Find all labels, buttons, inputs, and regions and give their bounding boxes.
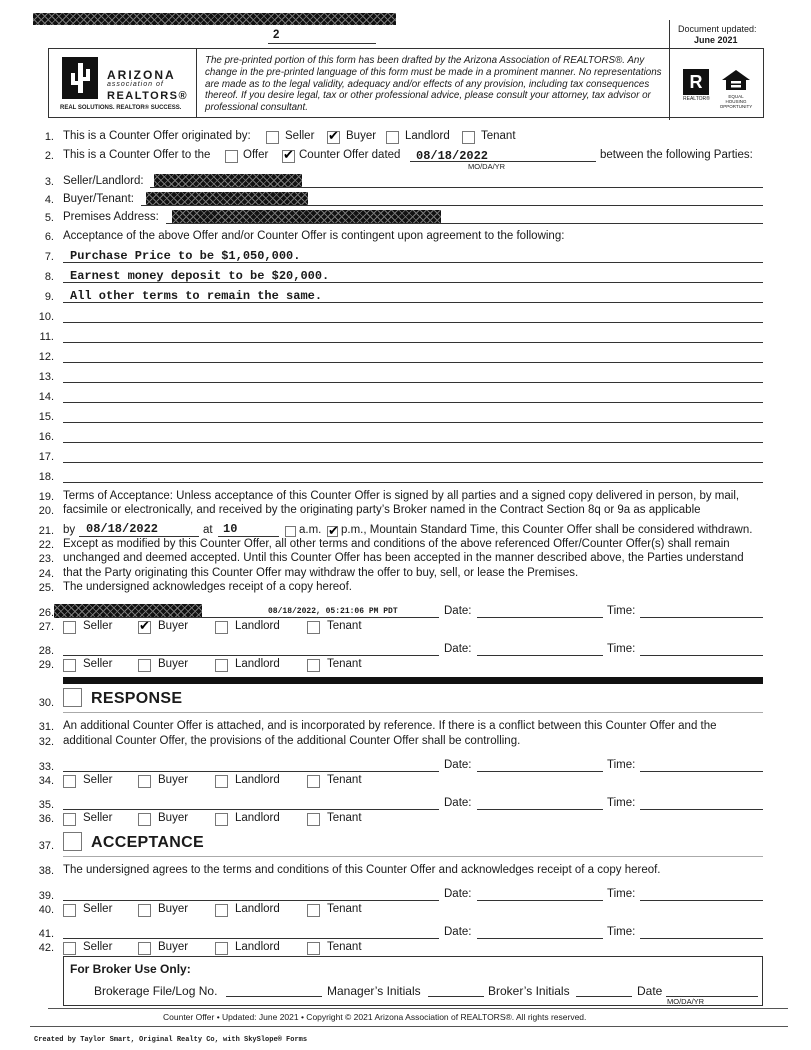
form-text: Buyer/Tenant:: [63, 193, 134, 205]
line-number: 36.: [38, 813, 54, 825]
line-number: 3.: [44, 176, 54, 188]
line-number: 32.: [38, 736, 54, 748]
logo-realtors: REALTORS®: [107, 90, 189, 102]
rule-line: [63, 712, 763, 713]
form-text: Date:: [444, 797, 472, 809]
sig2-landlord-checkbox[interactable]: [215, 659, 228, 672]
rule-line: [63, 938, 439, 939]
line-number: 11.: [39, 331, 54, 343]
line-number: 14.: [38, 391, 54, 403]
term-other[interactable]: All other terms to remain the same.: [70, 289, 323, 303]
rule-line: [218, 536, 279, 537]
line-number: 41.: [38, 928, 54, 940]
form-text: Seller: [83, 774, 113, 786]
line-number: 2.: [44, 150, 54, 162]
line-number: 24.: [38, 568, 54, 580]
form-text: This is a Counter Offer originated by:: [63, 130, 251, 142]
rule-line: [30, 1026, 788, 1027]
form-text: Buyer: [158, 812, 189, 824]
line-number: 19.: [38, 491, 54, 503]
form-text: The undersigned acknowledges receipt of a copy hereof.: [63, 581, 352, 593]
offer-checkbox[interactable]: [225, 150, 238, 163]
redacted-header: [33, 13, 396, 25]
rule-line: [63, 462, 763, 463]
form-text: Buyer: [158, 658, 189, 670]
role-buyer-checkbox[interactable]: [327, 131, 340, 144]
form-text: Brokerage File/Log No.: [94, 984, 218, 998]
form-text: Tenant: [327, 941, 362, 953]
sig2-buyer-checkbox[interactable]: [138, 659, 151, 672]
form-text: Landlord: [235, 903, 280, 915]
rule-line: [63, 342, 763, 343]
line-number: 33.: [38, 761, 54, 773]
rule-line: [640, 655, 763, 656]
acc2-seller-checkbox[interactable]: [63, 942, 76, 955]
rule-line: [63, 856, 763, 857]
form-text: Counter Offer dated: [299, 149, 401, 161]
rule-line: [63, 809, 439, 810]
term-earnest-money[interactable]: Earnest money deposit to be $20,000.: [70, 269, 330, 283]
rule-line: [640, 938, 763, 939]
rule-line: [63, 402, 763, 403]
form-text: Seller: [83, 812, 113, 824]
line-number: 9.: [44, 291, 54, 303]
rule-line: [63, 771, 439, 772]
doc-updated-label: Document updated:: [678, 24, 757, 34]
acc2-landlord-checkbox[interactable]: [215, 942, 228, 955]
seller-name-redacted: [154, 174, 302, 187]
resp2-tenant-checkbox[interactable]: [307, 813, 320, 826]
role-seller-checkbox[interactable]: [266, 131, 279, 144]
line-number: 20.: [38, 505, 54, 517]
form-text: Time:: [607, 759, 636, 771]
rule-line: [63, 655, 439, 656]
line-number: 15.: [38, 411, 54, 423]
form-text: Manager’s Initials: [327, 984, 421, 998]
form-text: Tenant: [327, 658, 362, 670]
line-number: 28.: [38, 645, 54, 657]
form-text: Landlord: [235, 658, 280, 670]
rule-line: [141, 205, 763, 206]
line-number: 39.: [38, 890, 54, 902]
form-text: Date:: [444, 643, 472, 655]
form-text: Landlord: [235, 620, 280, 632]
rule-line: [477, 809, 603, 810]
form-text: Broker’s Initials: [488, 984, 570, 998]
line-number: 30.: [38, 697, 54, 709]
rule-line: [79, 536, 199, 537]
rule-line: [640, 900, 763, 901]
form-text: at: [203, 524, 213, 536]
form-text: Time:: [607, 643, 636, 655]
acc2-tenant-checkbox[interactable]: [307, 942, 320, 955]
form-text: unchanged and deemed accepted. Until this Counter Offer has been accepted in the manner described above, the Parties understand: [63, 552, 744, 564]
rule-line: [63, 482, 763, 483]
line-number: 35.: [38, 799, 54, 811]
line-number: 42.: [38, 942, 54, 954]
rule-line: [63, 382, 763, 383]
rule-line: [640, 809, 763, 810]
rule-line: [477, 900, 603, 901]
form-text: between the following Parties:: [600, 149, 753, 161]
line-number: 23.: [38, 553, 54, 565]
form-text: MO/DA/YR: [667, 997, 705, 1006]
form-text: Time:: [607, 605, 636, 617]
form-text: by: [63, 524, 76, 536]
acceptance-checkbox[interactable]: [63, 832, 82, 851]
form-text: Seller: [285, 130, 315, 142]
form-text: Tenant: [327, 903, 362, 915]
line-number: 10.: [38, 311, 54, 323]
rule-line: [477, 655, 603, 656]
sig2-tenant-checkbox[interactable]: [307, 659, 320, 672]
buyer-name-redacted: [146, 192, 308, 205]
logo-state: ARIZONA: [107, 68, 176, 82]
resp2-landlord-checkbox[interactable]: [215, 813, 228, 826]
equal-housing-icon: [720, 69, 752, 91]
acceptance-title: ACCEPTANCE: [91, 834, 204, 851]
form-text: Seller: [83, 658, 113, 670]
form-text: An additional Counter Offer is attached, and is incorporated by reference. If there is a conflict between this Counter Offer and the: [63, 720, 717, 732]
form-text: Date:: [444, 759, 472, 771]
rule-line: [48, 1008, 788, 1009]
acc2-buyer-checkbox[interactable]: [138, 942, 151, 955]
form-text: Tenant: [327, 620, 362, 632]
rule-line: [150, 187, 763, 188]
rule-line: [63, 362, 763, 363]
line-number: 8.: [44, 271, 54, 283]
rule-line: [63, 617, 439, 618]
sig1-landlord-checkbox[interactable]: [215, 621, 228, 634]
response-checkbox[interactable]: [63, 688, 82, 707]
form-text: MO/DA/YR: [468, 162, 506, 171]
form-text: Tenant: [481, 130, 516, 142]
line-number: 1.: [44, 131, 54, 143]
logo-tagline: REAL SOLUTIONS. REALTOR® SUCCESS.: [60, 105, 182, 111]
resp2-seller-checkbox[interactable]: [63, 813, 76, 826]
form-text: Seller: [83, 620, 113, 632]
form-text: p.m., Mountain Standard Time, this Counter Offer shall be considered withdrawn.: [341, 524, 753, 536]
footer-copyright: Counter Offer • Updated: June 2021 • Copyright © 2021 Arizona Association of REALTORS®. All rights reserved.: [163, 1012, 587, 1022]
counter-offer-checkbox[interactable]: [282, 150, 295, 163]
form-text: Seller/Landlord:: [63, 175, 144, 187]
form-text: This is a Counter Offer to the: [63, 149, 211, 161]
rule-line: [477, 771, 603, 772]
form-text: Time:: [607, 888, 636, 900]
form-text: that the Party originating this Counter Offer may withdraw the offer to buy, sell, or lease the Premises.: [63, 567, 579, 579]
line-number: 37.: [38, 840, 54, 852]
am-checkbox[interactable]: [285, 526, 296, 537]
line-number: 4.: [44, 194, 54, 206]
resp1-tenant-checkbox[interactable]: [307, 775, 320, 788]
resp1-seller-checkbox[interactable]: [63, 775, 76, 788]
file-no-field[interactable]: [226, 996, 322, 997]
line-number: 27.: [38, 621, 54, 633]
realtor-caption: REALTOR®: [683, 96, 710, 102]
line-number: 40.: [38, 904, 54, 916]
line-number: 25.: [38, 582, 54, 594]
rule-line: [477, 617, 603, 618]
form-text: Tenant: [327, 774, 362, 786]
section-divider: [63, 677, 763, 684]
line-number: 5.: [44, 212, 54, 224]
form-text: Date:: [444, 926, 472, 938]
form-text: additional Counter Offer, the provisions of the additional Counter Offer shall be controlling.: [63, 735, 521, 747]
broker-initials-field[interactable]: [576, 996, 632, 997]
line-number: 18.: [38, 471, 54, 483]
page-number: 2: [273, 29, 280, 41]
logo-assoc: association of: [107, 81, 164, 88]
rule-line: [268, 43, 376, 44]
line-number: 13.: [38, 371, 54, 383]
resp1-landlord-checkbox[interactable]: [215, 775, 228, 788]
form-text: Acceptance of the above Offer and/or Counter Offer is contingent upon agreement to the following:: [63, 230, 565, 242]
form-text: Buyer: [158, 941, 189, 953]
rule-line: [640, 617, 763, 618]
signature-timestamp: 08/18/2022, 05:21:06 PM PDT: [268, 607, 398, 616]
signature-redacted: [54, 604, 202, 618]
form-text: Offer: [243, 149, 269, 161]
line-number: 12.: [38, 351, 54, 363]
sig1-seller-checkbox[interactable]: [63, 621, 76, 634]
form-text: Buyer: [346, 130, 377, 142]
form-text: a.m.: [299, 524, 322, 536]
form-text: Time:: [607, 797, 636, 809]
counter-offer-date[interactable]: 08/18/2022: [416, 149, 489, 163]
manager-initials-field[interactable]: [428, 996, 484, 997]
acc1-tenant-checkbox[interactable]: [307, 904, 320, 917]
rule-line: [63, 322, 763, 323]
rule-line: [63, 422, 763, 423]
form-text: Buyer: [158, 620, 189, 632]
acc1-seller-checkbox[interactable]: [63, 904, 76, 917]
form-text: facsimile or electronically, and received by the originating party’s Broker named in the Contract Section 8q or 9a as applicable: [63, 504, 701, 516]
address-redacted: [172, 210, 441, 223]
form-text: Except as modified by this Counter Offer, all other terms and conditions of the above referenced Offer/Counter Offer(s) shall remain: [63, 538, 730, 550]
role-tenant-checkbox[interactable]: [462, 131, 475, 144]
form-text: Date:: [444, 888, 472, 900]
rule-line: [640, 771, 763, 772]
line-number: 38.: [38, 865, 54, 877]
form-text: Date:: [444, 605, 472, 617]
resp2-buyer-checkbox[interactable]: [138, 813, 151, 826]
line-number: 17.: [38, 451, 54, 463]
acc1-landlord-checkbox[interactable]: [215, 904, 228, 917]
line-number: 34.: [38, 775, 54, 787]
line-number: 21.: [38, 525, 54, 537]
cactus-icon: [60, 55, 100, 101]
form-text: Seller: [83, 903, 113, 915]
form-text: Date: [637, 984, 663, 998]
line-number: 6.: [44, 231, 54, 243]
response-title: RESPONSE: [91, 690, 183, 707]
rule-line: [166, 223, 763, 224]
realtor-logo: R: [683, 69, 709, 95]
acc1-buyer-checkbox[interactable]: [138, 904, 151, 917]
withdraw-date[interactable]: 08/18/2022: [86, 522, 159, 536]
broker-title: For Broker Use Only:: [70, 962, 191, 976]
rule-line: [63, 900, 439, 901]
line-number: 16.: [38, 431, 54, 443]
pm-checkbox[interactable]: [327, 526, 338, 537]
form-text: Landlord: [235, 941, 280, 953]
form-text: Tenant: [327, 812, 362, 824]
form-text: Time:: [607, 926, 636, 938]
form-text: Seller: [83, 941, 113, 953]
form-text: Landlord: [235, 812, 280, 824]
footer-created: Created by Taylor Smart, Original Realty Co, with SkySlope® Forms: [34, 1036, 308, 1044]
sig1-tenant-checkbox[interactable]: [307, 621, 320, 634]
rule-line: [477, 938, 603, 939]
line-number: 29.: [38, 659, 54, 671]
form-text: Buyer: [158, 774, 189, 786]
withdraw-time[interactable]: 10: [223, 522, 238, 536]
form-text: Landlord: [235, 774, 280, 786]
rule-line: [63, 442, 763, 443]
disclaimer: The pre-printed portion of this form has been drafted by the Arizona Association of REALTORS®. Any change in the pre-printed language of this form must be made in a prominent manner. No representations are made as to the legal validity, adequacy and/or effects of any provision, including tax consequences thereof. If you desire legal, tax or other professional advice, please consult your attorney, tax advisor or professional consultant.: [205, 55, 662, 114]
form-text: Premises Address:: [63, 211, 159, 223]
sig1-buyer-checkbox[interactable]: [138, 621, 151, 634]
form-text: The undersigned agrees to the terms and conditions of this Counter Offer and acknowledges receipt of a copy hereof.: [63, 864, 661, 876]
form-text: Buyer: [158, 903, 189, 915]
line-number: 26.: [38, 607, 54, 619]
line-number: 22.: [38, 539, 54, 551]
sig2-seller-checkbox[interactable]: [63, 659, 76, 672]
doc-updated-date: June 2021: [694, 35, 738, 45]
line-number: 7.: [44, 251, 54, 263]
line-number: 31.: [38, 721, 54, 733]
eho-caption: EQUAL HOUSING OPPORTUNITY: [719, 94, 753, 109]
term-purchase-price[interactable]: Purchase Price to be $1,050,000.: [70, 249, 301, 263]
form-text: Terms of Acceptance: Unless acceptance of this Counter Offer is signed by all parties and a signed copy delivered in person, by mail,: [63, 490, 740, 502]
role-landlord-checkbox[interactable]: [386, 131, 399, 144]
resp1-buyer-checkbox[interactable]: [138, 775, 151, 788]
form-text: Landlord: [405, 130, 450, 142]
